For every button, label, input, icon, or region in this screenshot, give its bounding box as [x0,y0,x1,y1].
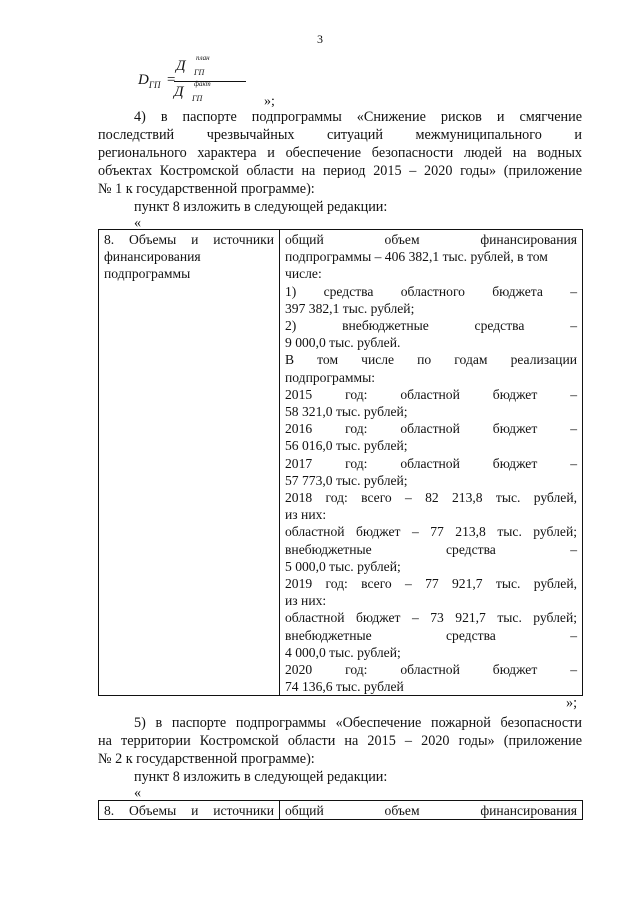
item-4-line: объектах Костромской области на период 2015 – 2020 годы» (приложение [98,163,582,179]
formula-equals: = [166,72,177,88]
formula-closing-quote: »; [264,94,275,109]
table-1-right-cell [280,230,583,696]
table-1-left-cell: 8. Объемы и источники финансирования подпрограммы [99,230,280,696]
formula-denominator: Д факт ГП [174,80,211,103]
table-1-right-line: внебюджетные средства – [285,627,577,643]
formula [118,54,318,114]
table-1-right-line: 74 136,6 тыс. рублей [285,679,404,695]
table-1-right-line: 2017 год: областной бюджет – [285,455,577,471]
table-2-right-cell: общий объем финансирования [280,801,583,820]
table-1-right-line: 2018 год: всего – 82 213,8 тыс. рублей, [285,490,577,506]
table-1-right-line: В том числе по годам реализации [285,352,577,368]
table-2-left-cell: 8. Объемы и источники [99,801,280,820]
table-1-right-line: из них: [285,593,327,609]
table-1-right-line: областной бюджет – 73 921,7 тыс. рублей; [285,610,577,626]
formula-lhs: $D_{ГП}$ [138,72,161,90]
table-1-right-line: общий объем финансирования [285,232,577,247]
item-4-point8-line: пункт 8 изложить в следующей редакции: [134,199,388,215]
item-5-line: № 2 к государственной программе): [98,751,315,767]
item-4-open-quote: « [134,215,142,231]
table-1-right-line: 56 016,0 тыс. рублей; [285,438,408,454]
table-1-right-line: из них: [285,507,327,523]
table-1-right-line: 1) средства областного бюджета – [285,283,577,299]
table-1-right-line: внебюджетные средства – [285,541,577,557]
item-5-line: 5) в паспорте подпрограммы «Обеспечение пожарной безопасности [134,715,582,731]
table-1-right-line: 397 382,1 тыс. рублей; [285,300,415,316]
table-subprogram-1 [98,229,583,696]
table-1-right-line: 2020 год: областной бюджет – [285,662,577,678]
formula-numerator: Д план ГП [176,54,210,77]
item-4-line: № 1 к государственной программе): [98,181,315,197]
table-1-right-line: 57 773,0 тыс. рублей; [285,472,408,488]
page-number: 3 [317,32,323,46]
table-1-right-line: подпрограммы – 406 382,1 тыс. рублей, в том [285,249,548,265]
table-1-right-line: 2019 год: всего – 77 921,7 тыс. рублей, [285,576,577,592]
item-5-paragraph [98,714,582,768]
table-1-right-line: подпрограммы: [285,369,375,385]
table-1-right-line: 9 000,0 тыс. рублей. [285,335,401,351]
item-5-point8-line: пункт 8 изложить в следующей редакции: [134,769,388,785]
closing-quote: »; [566,695,578,711]
table-subprogram-2 [98,800,583,820]
table-1-right-line: областной бюджет – 77 213,8 тыс. рублей; [285,524,577,540]
item-5-line: на территории Костромской области на 2015 – 2020 годы» (приложение [98,733,582,749]
table-1-right-line: 2016 год: областной бюджет – [285,421,577,437]
table-1-right-line: 2015 год: областной бюджет – [285,386,577,402]
item-5-open-quote: « [134,785,142,801]
table-1-right-line: 2) внебюджетные средства – [285,318,577,334]
item-4-line: 4) в паспорте подпрограммы «Снижение рисков и смягчение [134,109,582,125]
table-1-right-line: 58 321,0 тыс. рублей; [285,404,408,420]
item-4-paragraph [98,108,582,198]
item-4-line: последствий чрезвычайных ситуаций межмуниципального и [98,127,582,143]
item-4-line: регионального характера и обеспечение безопасности людей на водных [98,145,582,161]
table-1-right-line: числе: [285,266,322,282]
table-1-right-line: 4 000,0 тыс. рублей; [285,644,401,660]
table-1-right-line: 5 000,0 тыс. рублей; [285,558,401,574]
